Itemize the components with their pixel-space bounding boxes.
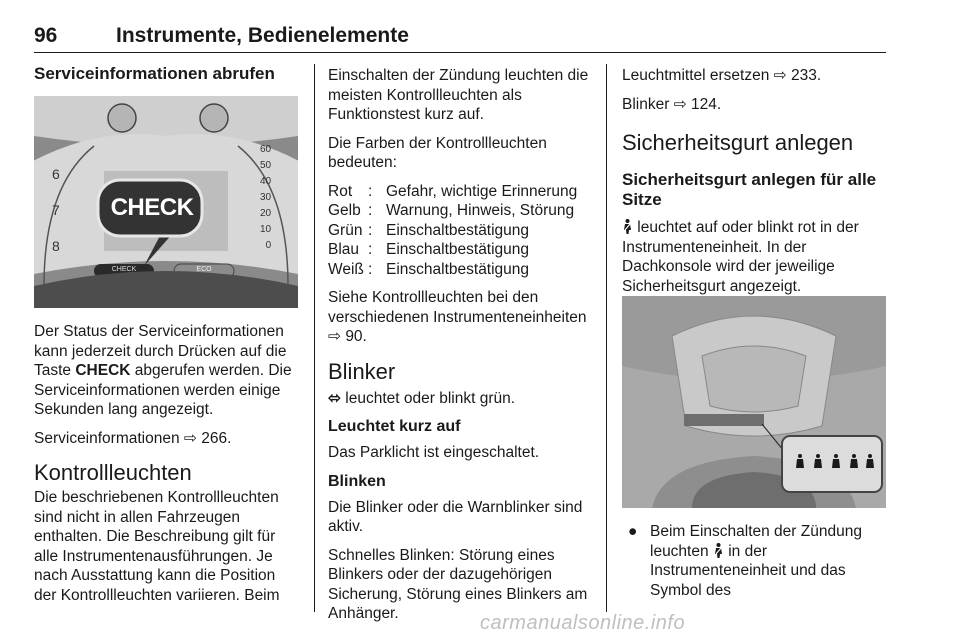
page-ref-link[interactable]: 90. <box>345 328 367 345</box>
section-heading-service: Serviceinformationen abrufen <box>34 64 275 83</box>
page-ref-link[interactable]: 124. <box>691 95 722 113</box>
paragraph-seatbelt: leuchtet auf oder blinkt rot in der Instrumenteneinheit. In der Dachkonsole wird der jeweilige Sicherheitsgurt angezeigt. <box>622 219 859 295</box>
paragraph-fast-blink: Schnelles Blinken: Störung eines Blinkers oder der dazugehörigen Sicherung, Störung eines Blinkers am Anhänger. <box>328 546 588 622</box>
roof-console-image <box>622 296 886 508</box>
section-heading-seatbelt: Sicherheitsgurt anlegen <box>622 130 854 155</box>
left-column <box>34 64 300 84</box>
subheading-leuchtet-kurz-auf: Leuchtet kurz auf <box>328 418 461 435</box>
page-ref-arrow-icon: ⇨ <box>773 67 787 84</box>
paragraph-ref-blinker: Blinker ⇨ 124. <box>622 95 722 113</box>
section-heading-kontrollleuchten: Kontrollleuchten <box>34 460 192 485</box>
right-column <box>622 66 886 305</box>
watermark: carmanualsonline.info <box>480 612 686 634</box>
paragraph-function-test: Einschalten der Zündung leuchten die meisten Kontrollleuchten als Funktionstest kurz auf. <box>328 67 589 123</box>
subheading-blinken: Blinken <box>328 472 386 490</box>
page-ref-arrow-icon: ⇨ <box>673 95 687 113</box>
seatbelt-icon <box>713 543 724 558</box>
right-column-bullets <box>622 522 886 600</box>
table-row: Grün : Einschaltbestätigung <box>328 221 530 239</box>
instrument-cluster-image <box>34 96 298 308</box>
table-row: Weiß : Einschaltbestätigung <box>328 260 530 278</box>
page-ref-arrow-icon: ⇨ <box>183 429 197 447</box>
column-divider-2 <box>606 64 607 612</box>
page-number: 96 <box>34 24 58 47</box>
list-item: ● Beim Einschalten der Zündung leuchten in der Instrumenteneinheit und das Symbol des <box>628 523 862 599</box>
check-callout-label: CHECK <box>110 194 194 221</box>
tachometer-ticks: 6 7 8 <box>52 166 60 254</box>
left-column-text <box>34 322 300 614</box>
page-ref-link[interactable]: 233. <box>790 67 822 84</box>
page-ref-arrow-icon: ⇨ <box>328 328 341 345</box>
color-meaning-table <box>328 182 577 280</box>
middle-column <box>328 66 592 633</box>
subheading-all-seats: Sicherheitsgurt anlegen für alle Sitze <box>622 170 877 209</box>
page-title: Instrumente, Bedienelemente <box>116 24 409 47</box>
paragraph-ref-bulbs: Leuchtmittel ersetzen ⇨ 233. <box>622 67 822 84</box>
check-button-label: CHECK <box>111 266 137 273</box>
section-heading-blinker: Blinker <box>328 358 396 384</box>
paragraph-blinker: ⬄ leuchtet oder blinkt grün. <box>328 389 516 407</box>
table-row: Blau : Einschaltbestätigung <box>328 241 530 258</box>
paragraph-service-status: Der Status der Serviceinformationen kann jederzeit durch Drücken auf die Taste CHECK abgerufen werden. Die Serviceinformationen werden einige Sekunden lang angezeigt. <box>34 323 292 418</box>
table-row: Gelb : Warnung, Hinweis, Störung <box>328 202 575 219</box>
paragraph-instrument-ref: Siehe Kontrollleuchten bei den verschiedenen Instrumenteneinheiten ⇨ 90. <box>328 289 587 345</box>
check-key-name: CHECK <box>75 362 131 379</box>
paragraph-blinken: Die Blinker oder die Warnblinker sind aktiv. <box>328 498 583 535</box>
column-divider-1 <box>314 64 315 612</box>
table-row: Rot : Gefahr, wichtige Erinnerung <box>328 182 578 200</box>
paragraph-kontrollleuchten: Die beschriebenen Kontrollleuchten sind nicht in allen Fahrzeugen enthalten. Die Beschreibung gilt für alle Instrumentenausführungen. Je nach Ausstattung kann die Position der Kontrollleuchten variieren. Beim <box>34 489 280 604</box>
paragraph-parklicht: Das Parklicht ist eingeschaltet. <box>328 444 540 461</box>
turn-signal-icon: ⬄ <box>328 389 341 407</box>
speedometer-ticks: 60 50 40 30 20 10 0 <box>260 144 272 251</box>
eco-button-label: ECO <box>196 266 212 273</box>
paragraph-colors-intro: Die Farben der Kontrollleuchten bedeuten: <box>328 134 547 171</box>
seatbelt-icon <box>622 219 633 234</box>
page-ref-link[interactable]: 266. <box>201 429 232 447</box>
header-rule <box>34 52 886 53</box>
paragraph-service-ref: Serviceinformationen ⇨ 266. <box>34 429 232 447</box>
